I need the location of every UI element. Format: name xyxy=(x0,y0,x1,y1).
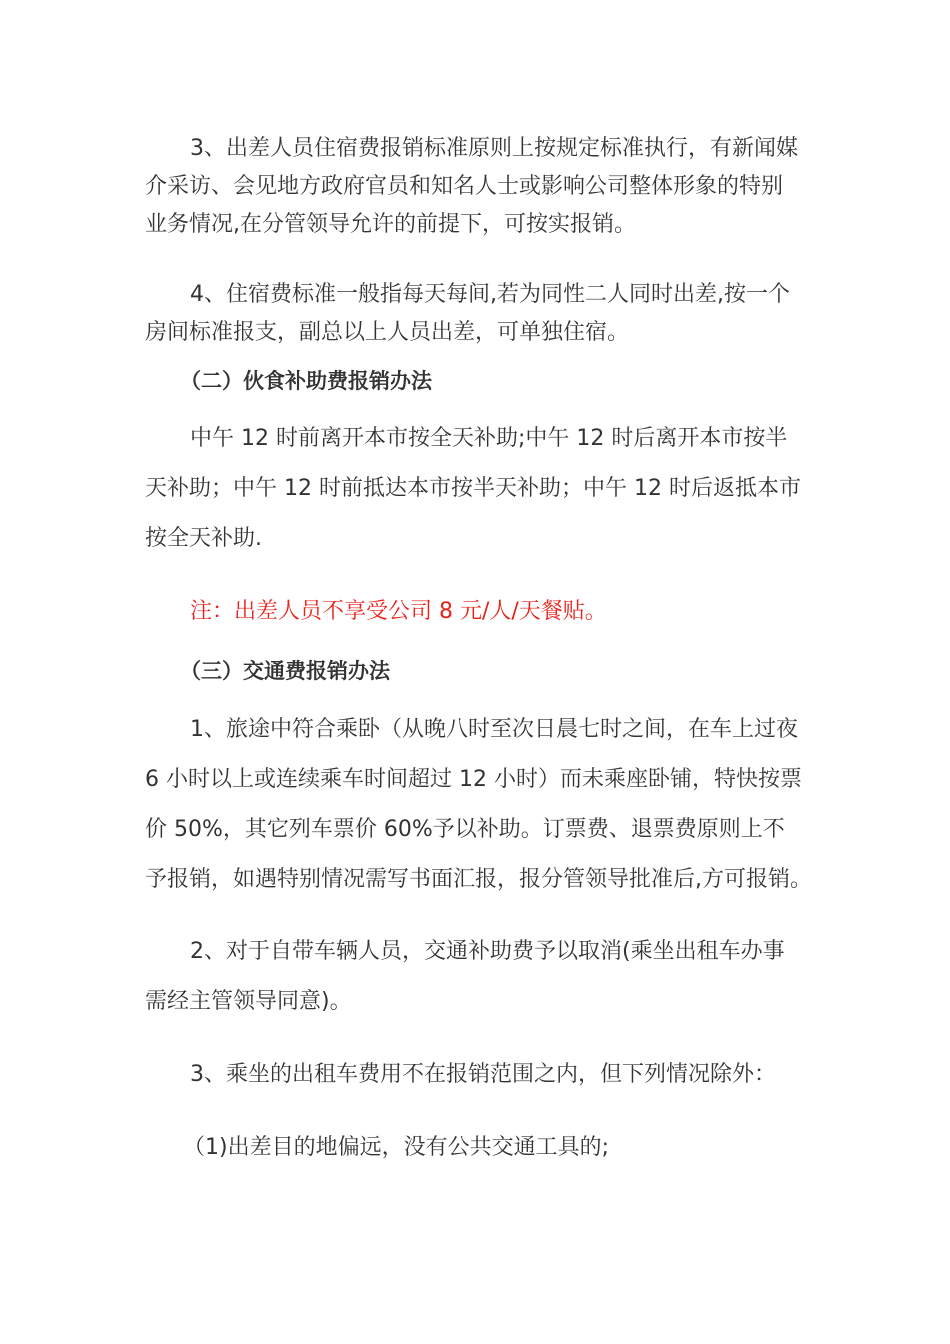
paragraph-transport-3-line-1: 3、乘坐的出租车费用不在报销范围之内，但下列情况除外： xyxy=(190,1062,776,1087)
note-meal-subsidy: 注：出差人员不享受公司 8 元/人/天餐贴。 xyxy=(190,599,607,624)
paragraph-meal-line-1: 中午 12 时前离开本市按全天补助;中午 12 时后离开本市按半 xyxy=(190,426,788,451)
paragraph-meal-line-3: 按全天补助. xyxy=(145,526,262,551)
paragraph-transport-1-line-2: 6 小时以上或连续乘车时间超过 12 小时）而未乘座卧铺，特快按票 xyxy=(145,767,802,792)
paragraph-lodging-standard-line-1: 3、出差人员住宿费报销标准原则上按规定标准执行，有新闻媒 xyxy=(190,136,798,161)
paragraph-lodging-per-room-line-1: 4、住宿费标准一般指每天每间,若为同性二人同时出差,按一个 xyxy=(190,282,790,307)
paragraph-meal-line-2: 天补助；中午 12 时前抵达本市按半天补助；中午 12 时后返抵本市 xyxy=(145,476,801,501)
section-heading-meal-allowance: （二）伙食补助费报销办法 xyxy=(180,369,432,393)
paragraph-lodging-standard-line-2: 介采访、会见地方政府官员和知名人士或影响公司整体形象的特别 xyxy=(145,174,784,199)
paragraph-transport-1-line-1: 1、旅途中符合乘卧（从晚八时至次日晨七时之间，在车上过夜 xyxy=(190,717,798,742)
list-item-remote-destination: （1)出差目的地偏远，没有公共交通工具的; xyxy=(183,1135,609,1160)
paragraph-lodging-per-room-line-2: 房间标准报支，副总以上人员出差，可单独住宿。 xyxy=(145,320,630,345)
paragraph-transport-2-line-1: 2、对于自带车辆人员，交通补助费予以取消(乘坐出租车办事 xyxy=(190,939,785,964)
paragraph-transport-2-line-2: 需经主管领导同意)。 xyxy=(145,989,352,1014)
section-heading-transport: （三）交通费报销办法 xyxy=(180,659,390,683)
paragraph-lodging-standard-line-3: 业务情况,在分管领导允许的前提下，可按实报销。 xyxy=(145,212,636,237)
paragraph-transport-1-line-4: 予报销，如遇特别情况需写书面汇报，报分管领导批准后,方可报销。 xyxy=(145,867,812,892)
paragraph-transport-1-line-3: 价 50%，其它列车票价 60%予以补助。订票费、退票费原则上不 xyxy=(145,817,785,842)
